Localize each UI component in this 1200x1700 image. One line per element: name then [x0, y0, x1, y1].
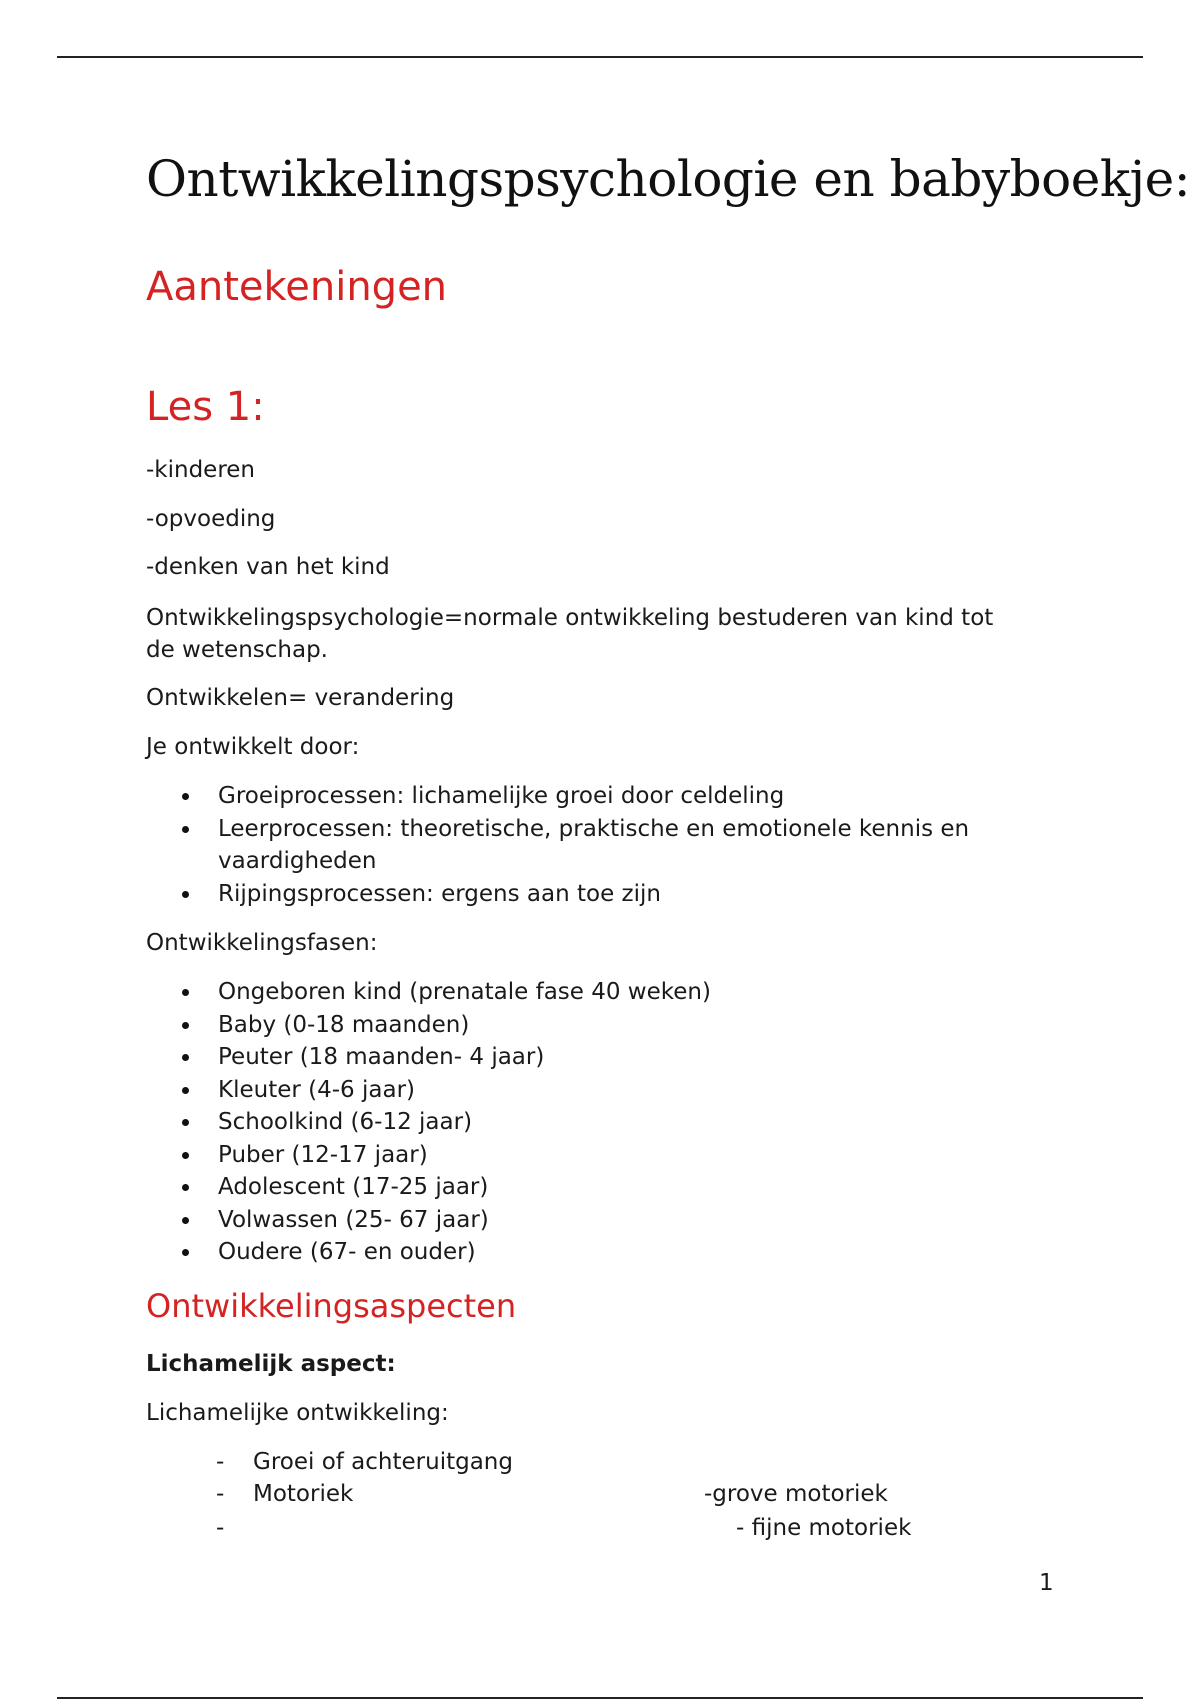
bullet-icon	[182, 1022, 189, 1029]
bullet-icon	[182, 1217, 189, 1224]
list-item: Kleuter (4-6 jaar)	[146, 1074, 711, 1107]
section-heading: Aantekeningen	[146, 264, 448, 310]
develop-line: Ontwikkelen= verandering	[146, 685, 455, 711]
list-item: Rijpingsprocessen: ergens aan toe zijn	[146, 878, 969, 911]
list-item: Peuter (18 maanden- 4 jaar)	[146, 1041, 711, 1074]
intro-line: -kinderen	[146, 457, 256, 483]
list-item-continuation: vaardigheden	[218, 848, 377, 874]
motoriek-sub-item: - fijne motoriek	[736, 1515, 912, 1541]
list-item: Oudere (67- en ouder)	[146, 1236, 711, 1269]
phase-list	[146, 976, 711, 1269]
definition-line: Ontwikkelingspsychologie=normale ontwikkeling bestuderen van kind tot	[146, 605, 994, 631]
bullet-icon	[182, 793, 189, 800]
list-item: Groeiprocessen: lichamelijke groei door celdeling	[146, 780, 969, 813]
dash-marker: -	[216, 1449, 225, 1475]
motoriek-sub-item: -grove motoriek	[704, 1481, 888, 1507]
list-item: Ongeboren kind (prenatale fase 40 weken)	[146, 976, 711, 1009]
list-item: Schoolkind (6-12 jaar)	[146, 1106, 711, 1139]
bullet-icon	[182, 989, 189, 996]
bullet-icon	[182, 1054, 189, 1061]
lesson-heading: Les 1:	[146, 384, 265, 430]
dash-item: Motoriek	[253, 1481, 354, 1507]
physical-aspect-label: Lichamelijk aspect:	[146, 1351, 396, 1377]
bullet-icon	[182, 1152, 189, 1159]
bullet-icon	[182, 1087, 189, 1094]
page-number: 1	[1039, 1570, 1054, 1596]
intro-line: -denken van het kind	[146, 554, 390, 580]
list-item: Leerprocessen: theoretische, praktische en emotionele kennis en	[146, 813, 969, 846]
aspects-heading: Ontwikkelingsaspecten	[146, 1287, 517, 1325]
dash-marker: -	[216, 1515, 225, 1541]
phases-label: Ontwikkelingsfasen:	[146, 930, 378, 956]
process-list	[146, 780, 969, 910]
list-item: Baby (0-18 maanden)	[146, 1009, 711, 1042]
definition-line: de wetenschap.	[146, 637, 328, 663]
intro-line: -opvoeding	[146, 506, 276, 532]
bullet-icon	[182, 826, 189, 833]
bullet-icon	[182, 1184, 189, 1191]
document-title: Ontwikkelingspsychologie en babyboekje:	[146, 150, 1191, 208]
bullet-icon	[182, 1249, 189, 1256]
bottom-rule	[57, 1697, 1143, 1699]
bullet-icon	[182, 891, 189, 898]
list-item: Puber (12-17 jaar)	[146, 1139, 711, 1172]
dash-marker: -	[216, 1481, 225, 1507]
develop-by-line: Je ontwikkelt door:	[146, 734, 360, 760]
physical-dev-label: Lichamelijke ontwikkeling:	[146, 1400, 449, 1426]
list-item: Volwassen (25- 67 jaar)	[146, 1204, 711, 1237]
list-item: Adolescent (17-25 jaar)	[146, 1171, 711, 1204]
dash-item: Groei of achteruitgang	[253, 1449, 513, 1475]
top-rule	[57, 56, 1143, 58]
bullet-icon	[182, 1119, 189, 1126]
